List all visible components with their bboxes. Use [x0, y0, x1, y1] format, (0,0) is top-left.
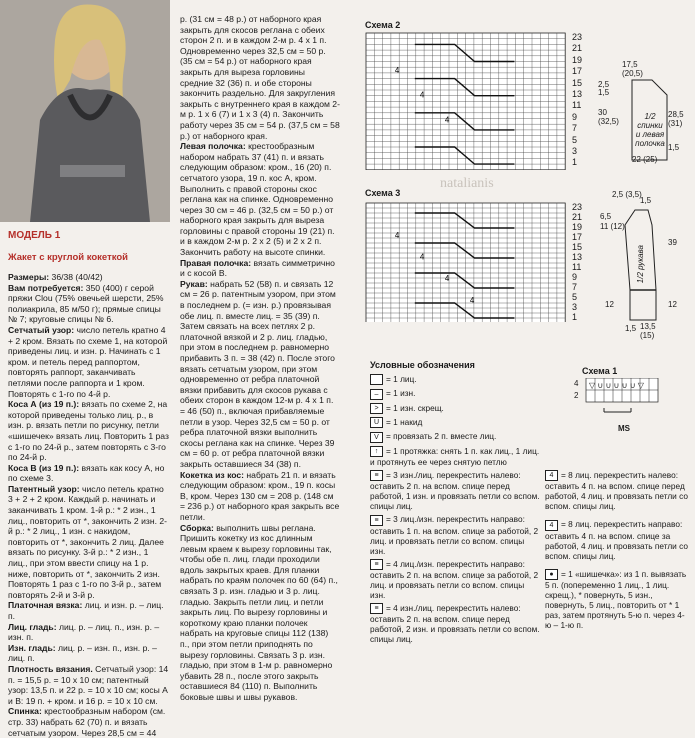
paragraph-heading: Левая полочка: [180, 141, 246, 152]
body-label: 1/2 спинки и левая полочка [635, 112, 665, 148]
paragraph [180, 141, 340, 258]
legend-text: = 3 изн./лиц. перекрестить налево: оставить 2 п. на вспом. спице перед работой, 1 изн. и провязать петли со вспом. спицы лиц. [370, 469, 540, 512]
text-column-1 [8, 272, 170, 738]
scheme1-title: Схема 1 [582, 366, 618, 376]
sleeve-left: 12 [605, 300, 614, 309]
text-column-2 [180, 14, 340, 703]
body-t1: 2,5 [598, 80, 610, 89]
scheme3-row-labels [572, 202, 592, 322]
paragraph [180, 523, 340, 703]
scheme2-row-labels [572, 32, 592, 169]
legend-symbol-icon: 4 [545, 470, 558, 481]
row-number: 11 [572, 262, 582, 272]
paragraph-text: набрать 52 (58) п. и связать 12 см = 26 р. патентным узором, при этом в последнем р. (= изн. р.) провязывая обе лиц. п. вместе лиц. = 35 (39) п. Затем связать на всех петлях 2 р. платочной вязкой и 2 р. лиц. гладью, при этом в последнем р. равномерно прибавить 3 п. = 38 (42) п. После этого вязать сетчатым узором, при этом одновременно от ребра платочной вязки прибавить для скосов рукава с обеих сторон в каждом 12-м р. 4 х 1 п. = 46 (50) п., включая прибавляемые петли в узор. Через 32,5 см = 50 р. от ребра платочной вязки выполнить скосы реглана как на спинке. Через 39 см = 60 р. от ребра платочной вязки закрыть оставшиеся 34 (38) п. [180, 278, 336, 469]
scheme-mark: 4 [444, 274, 450, 284]
sleeve-right: 39 [668, 238, 677, 247]
scheme-mark: 4 [419, 252, 425, 262]
sleeve-top3: 6,5 [600, 212, 612, 221]
paragraph [8, 484, 170, 601]
paragraph-heading: Коса В (из 19 п.): [8, 462, 80, 473]
sleeve-b1: 13,5 [640, 322, 656, 331]
legend-symbol-icon: ↑ [370, 446, 383, 457]
paragraph-text: Сетчатый узор: 14 п. = 15,5 р. = 10 х 10 см; патентный узор: 13,5 п. и 22 р. = 10 х 10 см; косы А и В: 19 п. + кром. и 16 р. = 10 х 10 см. [8, 663, 169, 706]
legend-symbol-icon: ● [545, 569, 558, 580]
paragraph-heading: Вам потребуется: [8, 282, 84, 293]
row-number: 3 [572, 145, 578, 156]
row-number: 7 [572, 282, 578, 292]
row-number: 5 [572, 292, 578, 302]
model-photo [0, 0, 170, 222]
scheme1-row-4: 4 [574, 379, 579, 388]
row-number: 23 [572, 32, 583, 42]
row-number: 13 [572, 88, 583, 99]
paragraph-text: 350 (400) г серой пряжи Clou (75% овечьей шерсти, 25% полиакрила, 85 м/50 г); прямые спицы № 7; круговые спицы № 6. [8, 282, 164, 325]
scheme2-grid [365, 32, 570, 170]
sleeve-pattern [600, 190, 695, 335]
paragraph-heading: Коса А (из 19 п.): [8, 399, 80, 410]
legend2-list [545, 470, 690, 638]
paragraph-heading: Изн. гладь: [8, 642, 56, 653]
legend-text: = 1 изн. скрещ. [386, 402, 444, 413]
model-title: МОДЕЛЬ 1 [8, 230, 61, 241]
paragraph-heading: Платочная вязка: [8, 600, 83, 611]
legend-item [370, 514, 540, 555]
paragraph-heading: Кокетка из кос: [180, 469, 245, 480]
row-number: 5 [572, 134, 578, 145]
row-number: 19 [572, 54, 583, 65]
legend-symbol-icon [370, 374, 383, 385]
paragraph [8, 463, 170, 484]
scheme3-title: Схема 3 [365, 188, 401, 198]
legend-item [370, 470, 540, 511]
body-bottom: 22 (25) [632, 155, 658, 164]
sleeve-b2: (15) [640, 331, 655, 340]
paragraph-text: крестообразным набором (см. стр. 33) набрать 62 (70) п. и вязать сетчатым узором. Через 28,5 см = 44 [8, 706, 166, 738]
row-number: 9 [572, 272, 578, 282]
legend-item [370, 417, 540, 428]
scheme-mark: 4 [394, 231, 400, 240]
legend-text: = 1 изн. [386, 388, 416, 399]
row-number: 13 [572, 252, 583, 262]
watermark: natalianis [440, 176, 494, 191]
svg-text:▽ ∪ ∪ ∪ ∪ ∪ ▽: ▽ ∪ ∪ ∪ ∪ ∪ ▽ [589, 381, 644, 390]
scheme-mark: 4 [394, 66, 400, 76]
paragraph [180, 279, 340, 470]
scheme-mark: 4 [469, 295, 475, 305]
paragraph-heading: Сборка: [180, 522, 214, 533]
scheme3-grid [365, 202, 570, 322]
paragraph-heading: Размеры: [8, 272, 50, 282]
paragraph-text: 36/38 (40/42) [49, 272, 103, 282]
paragraph-text: лиц. р. – изн. п., изн. р. – лиц. п. [8, 642, 157, 664]
sleeve-b3: 1,5 [625, 324, 637, 333]
paragraph [8, 399, 170, 463]
legend-text: = 4 изн./лиц. перекрестить налево: оставить 2 п. на вспом. спице перед работой, 2 изн. и провязать петли со вспом. спицы лиц. [370, 602, 540, 645]
row-number: 21 [572, 212, 583, 222]
paragraph [8, 600, 170, 621]
paragraph-heading: Спинка: [8, 706, 42, 717]
legend-symbol-icon: ≡ [370, 603, 383, 614]
paragraph-text: крестообразным набором набрать 37 (41) п. и вязать следующим образом: кром., 16 (20) п. сетчатого узора, 19 п. кос А, кром. Выполнить с правой стороны скос реглана как на спинке. Одновременно через 30 см = 46 р. (32,5 см = 50 р.) от наборного края закрыть для выреза горловины с правой стороны 19 (21) п. и в каждом 2-м р. 2 х 2 (5) и 2 х 2 п. Закончить работу на высоте спинки. [180, 141, 335, 258]
legend-item [370, 446, 540, 467]
sleeve-right2: 12 [668, 300, 677, 309]
legend-text: = 1 лиц. [386, 374, 417, 384]
legend-item [370, 374, 540, 385]
legend-text: = 8 лиц. перекрестить налево: оставить 4 п. на вспом. спице перед работой, 4 лиц. и провязать петли со вспом. спицы лиц. [545, 470, 688, 512]
row-number: 21 [572, 43, 583, 54]
row-number: 17 [572, 232, 583, 242]
legend-list [370, 374, 540, 647]
scheme-mark: 4 [419, 90, 425, 100]
row-number: 11 [572, 100, 582, 111]
legend-item [370, 559, 540, 600]
legend-text: = 3 лиц./изн. перекрестить направо: оставить 1 п. на вспом. спице за работой, 2 лиц. и провязать петли со вспом. спицы изн. [370, 514, 539, 556]
body-top: 17,5 (20,5) [622, 60, 643, 78]
paragraph-text: лиц. р. – лиц. п., изн. р. – изн. п. [8, 621, 160, 643]
legend-item [370, 388, 540, 399]
paragraph [180, 470, 340, 523]
row-number: 1 [572, 312, 578, 322]
legend-text: = провязать 2 п. вместе лиц. [386, 431, 497, 442]
legend-text: = 8 лиц. перекрестить направо: оставить 4 п. на вспом. спице за работой, 4 лиц. и провязать петли со вспом. спицы лиц. [545, 519, 688, 561]
legend-text: = 4 лиц./изн. перекрестить направо: оставить 2 п. на вспом. спице за работой, 2 лиц. и провязать петли со вспом. спицы изн. [370, 558, 539, 600]
legend-symbol-icon: ≡ [370, 470, 383, 481]
scheme1-row-2: 2 [574, 391, 579, 400]
legend-title: Условные обозначения [370, 360, 475, 370]
paragraph [8, 664, 170, 706]
row-number: 19 [572, 222, 583, 232]
legend-text: = 1 «шишечка»: из 1 п. вывязать 5 п. (попеременно 1 лиц., 1 лиц. скрещ.), * повернуть, 5 изн., повернуть, 5 лиц., повторить от * 1 раз, затем протянуть 5-ю п. через 4-ю – 1-ю п. [545, 568, 687, 630]
legend-item [370, 431, 540, 442]
paragraph-text: число петель кратно 3 + 2 + 2 кром. Каждый р. начинать и заканчивать 1 кром. 1-й р.: * 2 изн., 1 лиц., повторить от *, закончить 2 изн. 2-й р.: * 2 лиц., 1 изн. с накидом, повторить от *, закончить 2 лиц. Далее вязать по рисунку. 3-й р.: * 2 изн., 1 лиц., при этом ввести спицу на 1 р. ниже, повторить от *, закончить 2 изн. Повторять 1 раз с 1-го по 3-й р., затем повторять 2-й и 3-й р. [8, 483, 167, 600]
paragraph-heading: Патентный узор: [8, 483, 80, 494]
paragraph-heading: Сетчатый узор: [8, 324, 75, 335]
paragraph-heading: Рукав: [180, 278, 208, 289]
paragraph-text: набрать 21 п. и вязать следующим образом: кром., 19 п. косы В, кром. Через 130 см = 208 р. (148 см = 236 р.) от наборного края закрыть все петли. [180, 469, 340, 522]
row-number: 1 [572, 157, 578, 168]
model-subtitle: Жакет с круглой кокеткой [8, 252, 129, 263]
legend-symbol-icon: V [370, 432, 383, 443]
row-number: 7 [572, 123, 578, 134]
legend-symbol-icon: U [370, 417, 383, 428]
paragraph-heading: Правая полочка: [180, 257, 252, 268]
body-r2: 1,5 [668, 143, 680, 152]
body-r1: 28,5 (31) [668, 110, 684, 128]
legend-item [545, 519, 690, 560]
paragraph-text: число петель кратно 4 + 2 кром. Вязать по схеме 1, на которой приведены лиц. и изн. р. Начинать с 1 кром. и петель перед раппортом, повторять раппорт, заканчивать петлями после раппорта и 1 кром. Повторять с 1-го по 4-й р. [8, 324, 168, 399]
paragraph [8, 283, 170, 325]
row-number: 23 [572, 202, 583, 212]
paragraph [8, 622, 170, 643]
legend-item [545, 569, 690, 630]
row-number: 3 [572, 302, 578, 312]
scheme2-title: Схема 2 [365, 20, 401, 30]
paragraph [8, 272, 170, 283]
paragraph [8, 706, 170, 738]
row-number: 17 [572, 66, 583, 77]
legend-symbol-icon: > [370, 403, 383, 414]
sleeve-label: 1/2 рукава [636, 245, 645, 284]
legend-symbol-icon: – [370, 389, 383, 400]
sleeve-top4: 11 (12) [600, 222, 625, 231]
legend-item [545, 470, 690, 511]
scheme1-ms: MS [618, 424, 630, 433]
legend-item [370, 403, 540, 414]
scheme-mark: 4 [444, 115, 450, 125]
legend-item [370, 603, 540, 644]
legend-symbol-icon: ≡ [370, 559, 383, 570]
row-number: 9 [572, 111, 578, 122]
sleeve-top1: 2,5 (3,5) [612, 190, 642, 199]
sleeve-top2: 1,5 [640, 196, 652, 205]
paragraph [8, 325, 170, 399]
paragraph-heading: Плотность вязания. [8, 663, 93, 674]
legend-symbol-icon: 4 [545, 520, 558, 531]
paragraph-heading: Лиц. гладь: [8, 621, 57, 632]
body-l1: 30 (32,5) [598, 108, 619, 126]
body-t2: 1,5 [598, 88, 610, 97]
paragraph [180, 258, 340, 279]
paragraph [8, 643, 170, 664]
paragraph-text: вязать симметрично и с косой В. [180, 257, 335, 279]
row-number: 15 [572, 242, 583, 252]
paragraph-text: р. (31 см = 48 р.) от наборного края закрыть для скосов реглана с обеих сторон 2 п. и в каждом 2-м р. 4 х 1 п. Одновременно через 32,5 см = 50 р. (35 см = 54 р.) от наборного края закрыть для выреза горловины средние 32 (36) п. и обе стороны закончить раздельно. Для закругления закрыть с внутреннего края в каждом 2-м р. 1 х 6 (7) и 1 х 3 (4) п. Закончить работу через 35 см = 54 р. (37,5 см = 58 р.) от наборного края. [180, 14, 340, 141]
legend-text: = 1 протяжка: снять 1 п. как лиц., 1 лиц. и протянуть ее через снятую петлю [370, 445, 540, 467]
row-number: 15 [572, 77, 583, 88]
paragraph-text: вязать по схеме 2, на которой приведены только лиц. р., в изн. р. вязать петли по рисунку, петли «шишечек» вязать лиц. Повторить 1 раз с 1-го по 24-й р., затем повторять с 3-го по 24-й р. [8, 399, 169, 463]
legend-symbol-icon: ≡ [370, 515, 383, 526]
paragraph-text: выполнить швы реглана. Пришить кокетку из кос длинным левым краем к вырезу горловины так, чтобы обе п. лиц. глади проходили вдоль закрытых краев. Для планки набрать по краям полочек по 60 (64) п., связать 3 р. изн. гладью и 3 р. лиц. гладью. Закрыть петли лиц. и петли закрыть лиц. По вырезу горловины и короткому краю планки полочек набрать на круговые спицы 112 (138) п., при этом петли приподнять по вырезу горловины. Связать 3 р. изн. гладью, при этом в 1-м р. равномерно убавить 28 п., после этого закрыть оставшиеся 84 (110) п. Выполнить боковые швы и швы рукавов. [180, 522, 338, 702]
legend-text: = 1 накид [386, 416, 423, 427]
paragraph [180, 14, 340, 141]
paragraph-text: вязать как косу А, но по схеме 3. [8, 462, 165, 484]
paragraph-text: лиц. и изн. р. – лиц. п. [8, 600, 164, 621]
